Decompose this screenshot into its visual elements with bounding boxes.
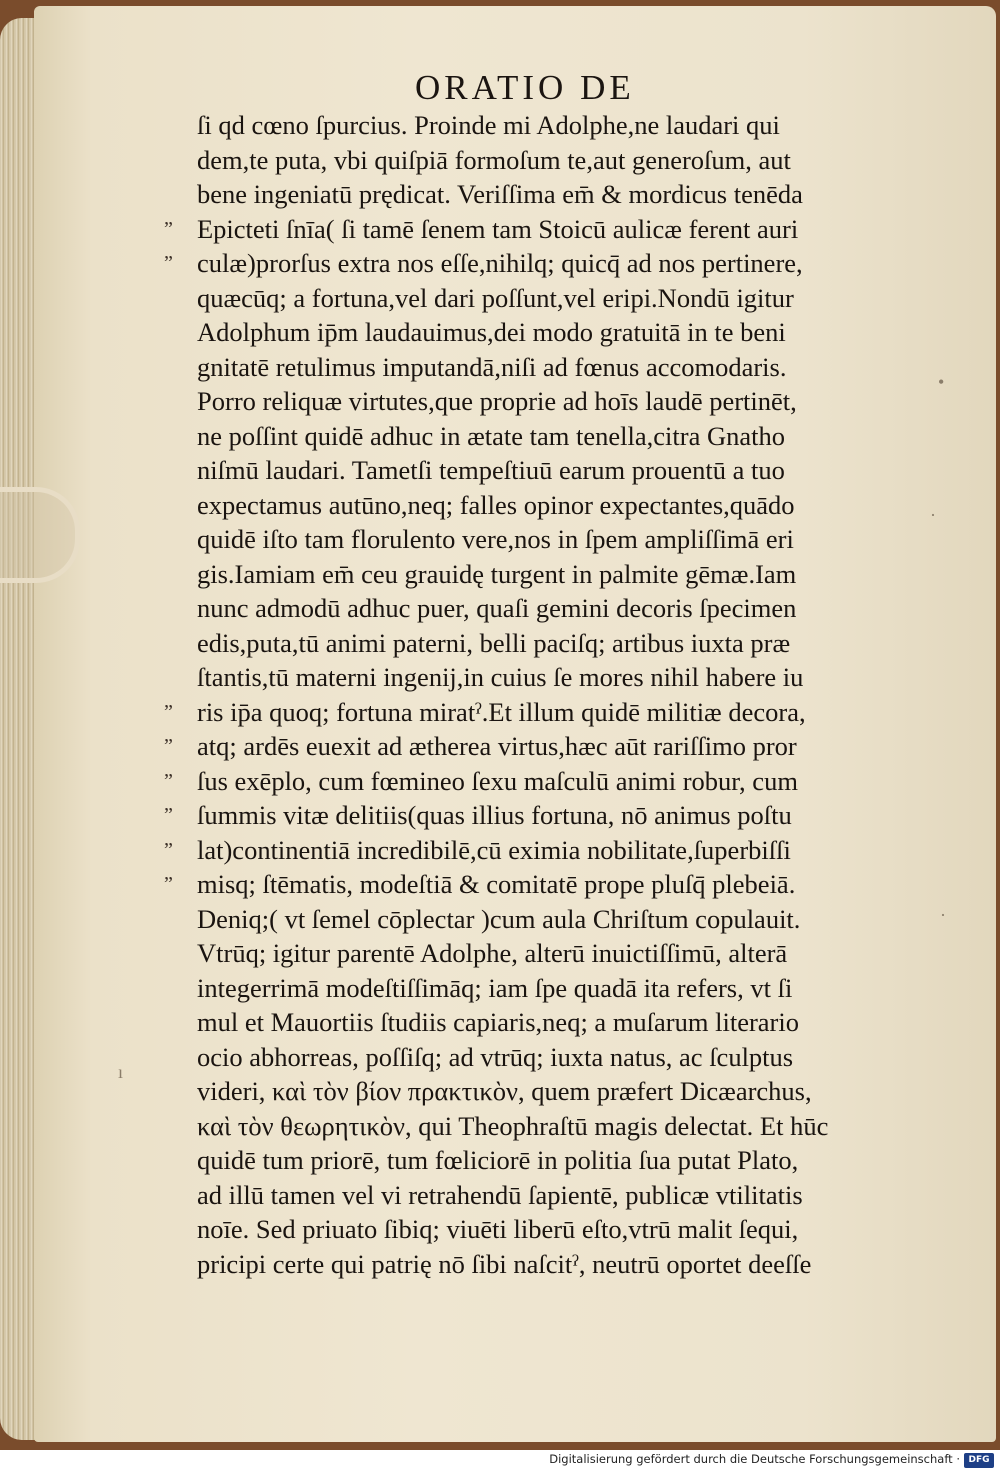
line-text: expectamus autūno,neq; falles opinor expectantes,quādo xyxy=(197,489,795,520)
line-text: ocio abhorreas, poſſiſq; ad vtrūq; iuxta natus, ac ſculptus xyxy=(197,1041,794,1072)
running-head: ORATIO DE xyxy=(415,68,635,107)
line-text: καὶ τὸν θεωρητικὸν, qui Theophraſtū magis delectat. Et hūc xyxy=(197,1110,829,1141)
text-line xyxy=(197,453,921,488)
text-line xyxy=(164,764,921,799)
marginal-quote-mark: ” xyxy=(164,804,173,826)
margin-dot: · xyxy=(940,905,946,925)
text-line xyxy=(164,246,921,281)
line-text: ne poſſint quidē adhuc in ætate tam tenella,citra Gnatho xyxy=(197,420,785,451)
line-text: Deniq;( vt ſemel cōplectar )cum aula Chriſtum copulauit. xyxy=(197,903,801,934)
margin-dot: ı xyxy=(118,1062,124,1082)
marginal-quote-mark: ” xyxy=(164,769,173,792)
text-line xyxy=(197,143,921,178)
text-line xyxy=(197,384,921,419)
book-clasp xyxy=(0,487,80,583)
marginal-quote-mark: ” xyxy=(164,700,173,723)
text-line xyxy=(197,1109,921,1144)
text-line xyxy=(197,1074,921,1109)
footer-credit: Digitalisierung gefördert durch die Deutsche Forschungsgemeinschaft · xyxy=(549,1452,960,1466)
dfg-logo: DFG xyxy=(964,1453,994,1468)
line-text: lat)continentiā incredibilē,cū eximia nobilitate,ſuperbiſſi xyxy=(197,834,791,865)
text-line xyxy=(197,1040,921,1075)
line-text: ſummis vitæ delitiis(quas illius fortuna, nō animus poſtu xyxy=(197,800,792,830)
text-line xyxy=(197,936,921,971)
line-text: nunc admodū adhuc puer, quaſi gemini decoris ſpecimen xyxy=(197,593,797,623)
marginal-quote-mark: ” xyxy=(164,735,173,757)
text-line xyxy=(197,1178,921,1213)
line-text: misq; ſtēmatis, modeſtiā & comitatē prope pluſq̄ plebeiā. xyxy=(197,869,796,899)
text-block xyxy=(164,108,921,1281)
text-line xyxy=(197,902,921,937)
text-line xyxy=(197,1143,921,1178)
text-line xyxy=(197,315,921,350)
text-line xyxy=(164,833,921,868)
text-line xyxy=(197,522,921,557)
line-text: edis,puta,tū animi paterni, belli paciſq; artibus iuxta præ xyxy=(197,627,791,658)
text-line xyxy=(197,108,921,143)
marginal-quote-mark: ” xyxy=(164,838,173,861)
text-line xyxy=(164,798,921,833)
text-line xyxy=(197,557,921,592)
line-text: integerrimā modeſtiſſimāq; iam ſpe quadā ita refers, vt ſi xyxy=(197,972,793,1003)
line-text: ſi qd cœno ſpurcius. Proinde mi Adolphe,ne laudari qui xyxy=(197,110,780,140)
line-text: quæcūq; a fortuna,vel dari poſſunt,vel eripi.Nondū igitur xyxy=(197,282,794,313)
text-line xyxy=(197,1247,921,1282)
line-text: ad illū tamen vel vi retrahendū ſapientē, publicæ vtilitatis xyxy=(197,1179,803,1210)
text-line xyxy=(197,419,921,454)
text-line xyxy=(197,591,921,626)
line-text: pricipi certe qui patrię nō ſibi naſcitˀ, neutrū oportet deeſſe xyxy=(197,1248,812,1279)
text-line xyxy=(197,626,921,661)
text-line xyxy=(164,867,921,902)
marginal-quote-mark: ” xyxy=(164,217,173,240)
line-text: videri, καὶ τὸν βίον πρακτικὸν, quem præfert Dicæarchus, xyxy=(197,1076,812,1106)
line-text: niſmū laudari. Tametſi tempeſtiuū earum prouentū a tuo xyxy=(197,455,785,485)
text-line xyxy=(197,350,921,385)
line-text: mul et Mauortiis ſtudiis capiaris,neq; a muſarum literario xyxy=(197,1007,799,1037)
line-text: bene ingeniatū prędicat. Veriſſima em̄ & mordicus tenēda xyxy=(197,179,803,209)
line-text: Adolphum ip̄m laudauimus,dei modo gratuitā in te beni xyxy=(197,317,786,347)
line-text: Vtrūq; igitur parentē Adolphe, alterū inuictiſſimū, alterā xyxy=(197,938,788,968)
margin-dot: • xyxy=(938,372,945,392)
text-line xyxy=(197,488,921,523)
line-text: gis.Iamiam em̄ ceu grauidę turgent in palmite gēmæ.Iam xyxy=(197,558,797,589)
line-text: culæ)prorſus extra nos eſſe,nihilq; quicq̄ ad nos pertinere, xyxy=(197,248,803,278)
line-text: quidē iſto tam florulento vere,nos in ſpem ampliſſimā eri xyxy=(197,524,794,554)
line-text: dem,te puta, vbi quiſpiā formoſum te,aut generoſum, aut xyxy=(197,144,791,175)
text-line xyxy=(164,729,921,764)
line-text: ſus exēplo, cum fœmineo ſexu maſculū animi robur, cum xyxy=(197,765,798,796)
line-text: quidē tum priorē, tum fœliciorē in politia ſua putat Plato, xyxy=(197,1145,799,1175)
line-text: Porro reliquæ virtutes,que proprie ad hoīs laudē pertinēt, xyxy=(197,386,797,416)
line-text: ris ip̄a quoq; fortuna miratˀ.Et illum quidē militiæ decora, xyxy=(197,696,806,727)
line-text: Epicteti ſnīa( ſi tamē ſenem tam Stoicū aulicæ ferent auri xyxy=(197,213,799,244)
margin-dot: · xyxy=(930,505,936,525)
line-text: noīe. Sed priuato ſibiq; viuēti liberū eſto,vtrū malit ſequi, xyxy=(197,1214,799,1244)
footer-bar xyxy=(0,1450,1000,1472)
line-text: atq; ardēs euexit ad ætherea virtus,hæc aūt rariſſimo pror xyxy=(197,731,797,761)
line-text: gnitatē retulimus imputandā,niſi ad fœnus accomodaris. xyxy=(197,351,787,382)
text-line xyxy=(197,971,921,1006)
text-line xyxy=(197,660,921,695)
text-line xyxy=(164,695,921,730)
marginal-quote-mark: ” xyxy=(164,873,173,895)
line-text: ſtantis,tū materni ingenij,in cuius ſe mores nihil habere iu xyxy=(197,662,804,692)
text-line xyxy=(197,1005,921,1040)
text-line xyxy=(197,177,921,212)
text-line xyxy=(197,281,921,316)
text-line xyxy=(197,1212,921,1247)
text-line xyxy=(164,212,921,247)
marginal-quote-mark: ” xyxy=(164,252,173,274)
